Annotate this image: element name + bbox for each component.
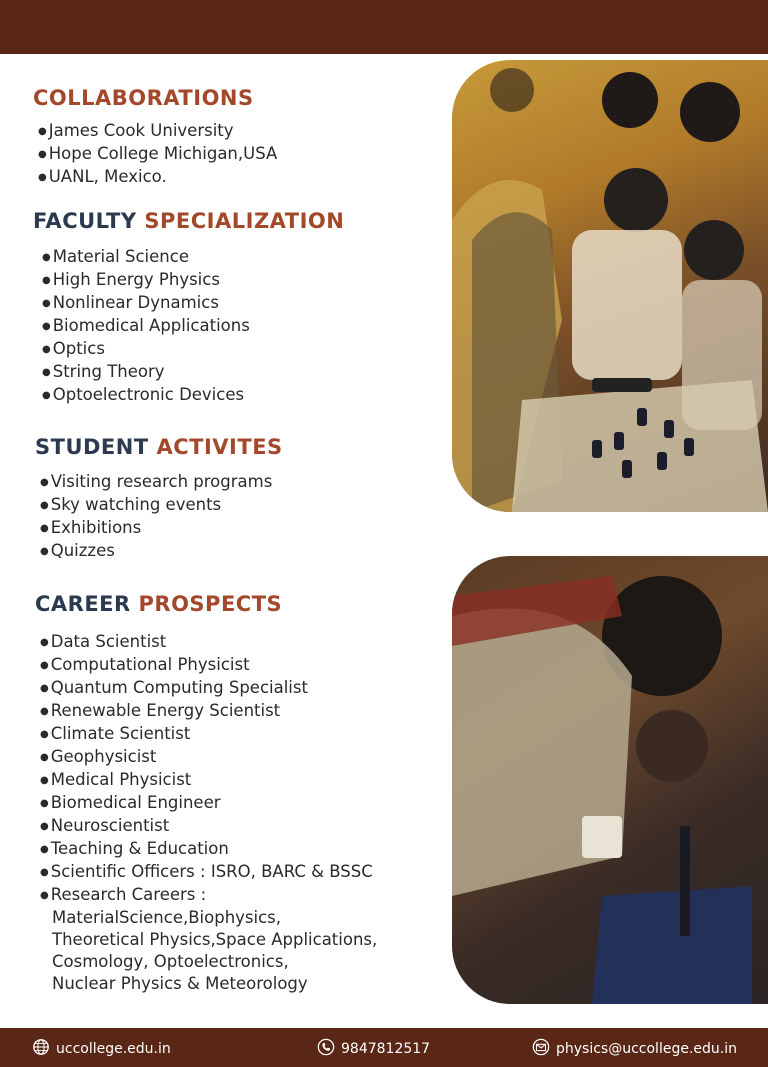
phone-text[interactable]: 9847812517	[341, 1041, 431, 1057]
career-heading	[35, 592, 282, 616]
list-item: ● Teaching & Education	[40, 838, 377, 861]
list-item: ● Research Careers :	[40, 884, 377, 907]
career-heading-part-a: CAREER	[35, 592, 131, 616]
list-item: ● Optoelectronic Devices	[42, 384, 250, 407]
list-item: ● UANL, Mexico.	[38, 166, 277, 189]
research-line: MaterialScience,Biophysics,	[52, 908, 282, 927]
collaborations-list	[38, 120, 277, 189]
collaborations-heading: COLLABORATIONS	[33, 86, 254, 110]
website-text[interactable]: uccollege.edu.in	[56, 1041, 171, 1057]
student-heading-part-b: ACTIVITES	[156, 435, 283, 459]
email-text[interactable]: physics@uccollege.edu.in	[556, 1041, 737, 1057]
faculty-heading	[33, 209, 344, 233]
list-item: ● Computational Physicist	[40, 654, 377, 677]
list-item: ● James Cook University	[38, 120, 277, 143]
footer-email[interactable]	[532, 1038, 737, 1060]
list-item: ● Climate Scientist	[40, 723, 377, 746]
faculty-heading-part-a: FACULTY	[33, 209, 137, 233]
research-line: Theoretical Physics,Space Applications,	[52, 930, 378, 949]
faculty-heading-part-b: SPECIALIZATION	[144, 209, 345, 233]
list-item: ● String Theory	[42, 361, 250, 384]
list-item: ● Medical Physicist	[40, 769, 377, 792]
mail-icon	[532, 1038, 550, 1060]
research-line: Cosmology, Optoelectronics,	[52, 952, 289, 971]
list-item: ● Geophysicist	[40, 746, 377, 769]
student-experiment-photo	[452, 556, 768, 1004]
list-item: ● Quantum Computing Specialist	[40, 677, 377, 700]
list-item: ● Nonlinear Dynamics	[42, 292, 250, 315]
research-line: Nuclear Physics & Meteorology	[52, 974, 308, 993]
phone-icon	[317, 1038, 335, 1060]
student-activities-list	[40, 471, 272, 563]
list-item: ● Hope College Michigan,USA	[38, 143, 277, 166]
footer-website[interactable]	[32, 1038, 171, 1060]
career-list	[40, 631, 377, 995]
list-item: ● Biomedical Applications	[42, 315, 250, 338]
student-heading-part-a: STUDENT	[35, 435, 149, 459]
list-item: ● Data Scientist	[40, 631, 377, 654]
footer-phone[interactable]	[317, 1038, 430, 1060]
list-item: ● Material Science	[42, 246, 250, 269]
list-item: ● Quizzes	[40, 540, 272, 563]
list-item: ● Optics	[42, 338, 250, 361]
student-experiment-illustration	[452, 556, 768, 1004]
students-lab-illustration	[452, 60, 768, 512]
career-heading-part-b: PROSPECTS	[138, 592, 283, 616]
students-lab-photo	[452, 60, 768, 512]
list-item: ● Visiting research programs	[40, 471, 272, 494]
list-item: ● Neuroscientist	[40, 815, 377, 838]
list-item: ● Renewable Energy Scientist	[40, 700, 377, 723]
globe-icon	[32, 1038, 50, 1060]
top-banner	[0, 0, 768, 54]
list-item: ● Exhibitions	[40, 517, 272, 540]
list-item: ● Scientific Officers : ISRO, BARC & BSSC	[40, 861, 377, 884]
list-item: ● High Energy Physics	[42, 269, 250, 292]
faculty-list	[42, 246, 250, 407]
list-item: ● Biomedical Engineer	[40, 792, 377, 815]
footer-bar	[0, 1028, 768, 1067]
student-activities-heading	[35, 435, 283, 459]
list-item: ● Sky watching events	[40, 494, 272, 517]
